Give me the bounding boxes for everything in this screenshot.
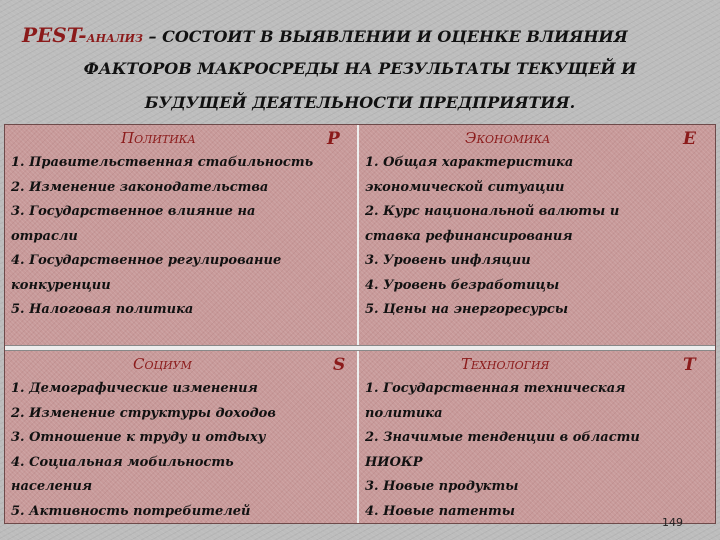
factor-item: 3. Новые продукты [365, 479, 519, 494]
horizontal-divider [5, 345, 715, 351]
quadrant-header [365, 355, 711, 377]
title-line-3: БУДУЩЕЙ ДЕЯТЕЛЬНОСТИ ПРЕДПРИЯТИЯ. [144, 93, 576, 112]
quadrant-header [11, 129, 351, 151]
factor-item: 3. Государственное влияние на [11, 204, 256, 219]
quadrant-letter: P [327, 129, 340, 149]
quadrant-technology [365, 355, 711, 524]
factor-item: 4. Уровень безработицы [365, 277, 560, 293]
page-number: 149 [662, 516, 683, 529]
factor-list [11, 377, 351, 524]
quadrant-letter: E [683, 129, 696, 149]
factor-item: конкуренции [11, 277, 111, 293]
pest-table [4, 124, 716, 524]
quadrant-header [365, 129, 711, 151]
factor-list [11, 151, 351, 323]
factor-item: 3. Отношение к труду и отдыху [11, 430, 266, 445]
factor-list [365, 377, 711, 524]
quadrant-name: Социум [133, 355, 192, 373]
title-analysis: анализ [86, 27, 143, 46]
factor-item: 4. Государственное регулирование [11, 253, 282, 268]
factor-item: 1. Общая характеристика [365, 155, 574, 170]
factor-item: 1. Правительственная стабильность [11, 155, 314, 170]
quadrant-name: Политика [121, 129, 196, 147]
factor-item: 5. Цены на энергоресурсы [365, 302, 569, 317]
factor-item: 3. Уровень инфляции [365, 253, 531, 268]
factor-item: населения [11, 479, 93, 494]
factor-item: 4. Социальная мобильность [11, 454, 234, 470]
factor-item: 2. Курс национальной валюты и [365, 204, 620, 219]
factor-item: 2. Изменение законодательства [11, 179, 269, 195]
quadrant-society [11, 355, 351, 524]
factor-item: ставка рефинансирования [365, 228, 573, 244]
factor-item: 4. Новые патенты [365, 503, 515, 519]
vertical-divider [357, 125, 359, 523]
title-line-2: ФАКТОРОВ МАКРОСРЕДЫ НА РЕЗУЛЬТАТЫ ТЕКУЩЕЙ И [83, 59, 637, 78]
factor-item: 1. Государственная техническая [365, 381, 626, 396]
quadrant-politics [11, 129, 351, 323]
factor-item: 2. Значимые тенденции в области [365, 430, 640, 445]
factor-item: отрасли [11, 228, 78, 244]
quadrant-name: Экономика [465, 129, 551, 147]
title-line-1 [22, 18, 628, 54]
factor-item: экономической ситуации [365, 179, 565, 195]
quadrant-name: Технология [461, 355, 550, 373]
factor-item: 5. Активность потребителей [11, 503, 251, 519]
title-pest: PEST- [22, 23, 87, 47]
quadrant-header [11, 355, 351, 377]
quadrant-letter: S [333, 355, 346, 375]
factor-list [365, 151, 711, 323]
factor-item: 2. Изменение структуры доходов [11, 405, 276, 421]
factor-item: 5. Налоговая политика [11, 302, 194, 317]
factor-item: НИОКР [365, 454, 423, 470]
title-line-1-rest: – СОСТОИТ В ВЫЯВЛЕНИИ И ОЦЕНКЕ ВЛИЯНИЯ [142, 27, 628, 46]
quadrant-letter: T [683, 355, 696, 375]
factor-item: политика [365, 405, 443, 421]
quadrant-economy [365, 129, 711, 323]
factor-item: 1. Демографические изменения [11, 381, 258, 396]
